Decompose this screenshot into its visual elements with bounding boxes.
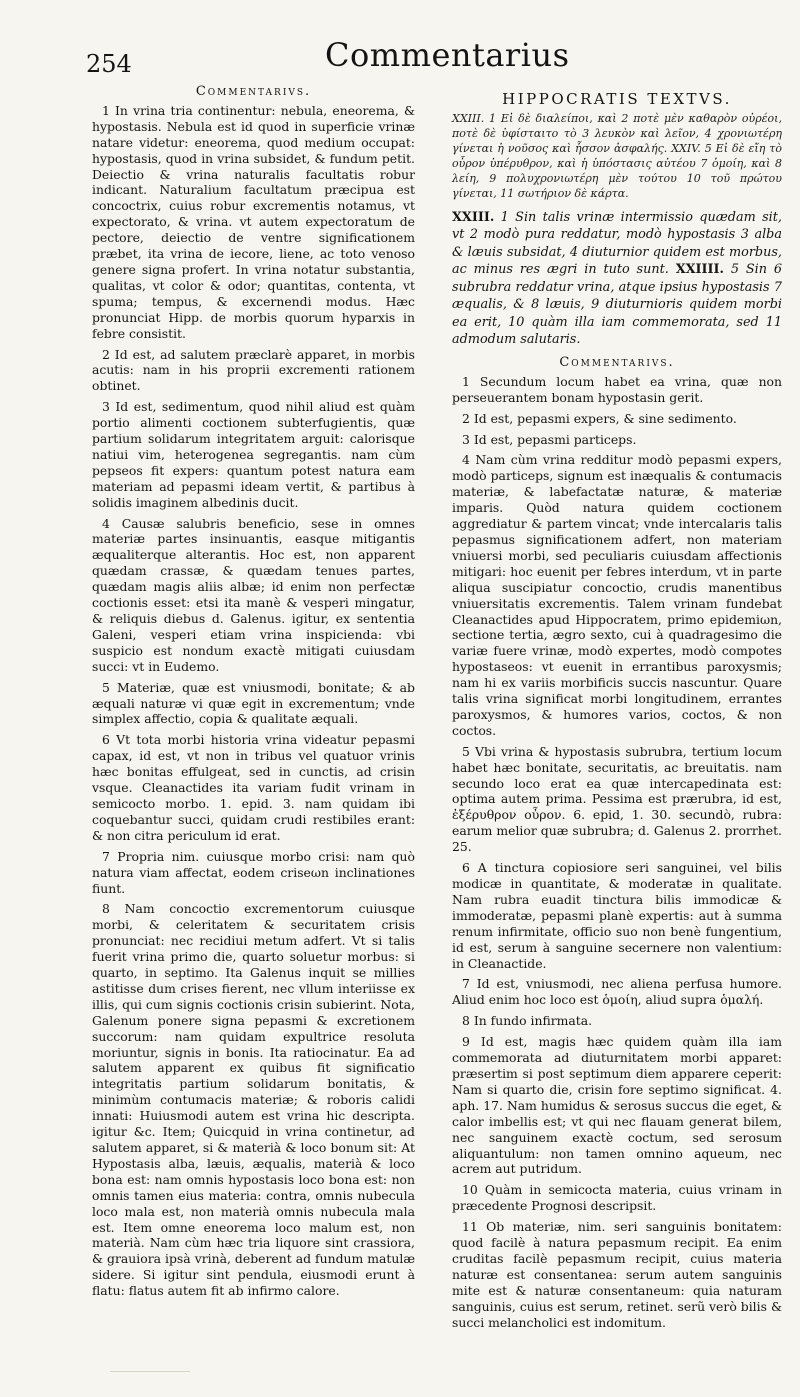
right-column: [452, 92, 782, 1335]
commentary-paragraph: 1 In vrina tria continentur: nebula, eneorema, & hypostasis. Nebula est id quod in superficie vrinæ natare videtur: eneorema, quod medium occupat: hypostasis, quod in vrina subsidet, & fundum petit. Deiectio & vrina naturalis facultatis robur indicant. Naturalium facultatum præcipua est concoctrix, cuius robur excrementis notamus, vt expectorato, & vrina. vt autem expectoratum de pectore, deiectio de ventre significationem præbet, ita vrina de iecore, liene, ac toto venoso genere signa profert. In vrina notatur substantia, qualitas, vt color & odor; quantitas, contenta, vt spuma; tempus, & excernendi modus. Hæc pronunciat Hipp. de morbis quorum hyparxis in febre consistit.: [92, 102, 415, 341]
greek-text: XXIII. 1 Εἰ δὲ διαλείποι, καὶ 2 ποτὲ μὲν καθαρὸν οὐρέοι, ποτὲ δὲ ὑφίσταιτο τὸ 3 λευκὸν καὶ λεῖον, 4 χρονιωτέρη γίνεται ἡ νοῦσος καὶ ἧσσον ἀσφαλής. XXIV. 5 Εἰ δὲ εἴη τὸ οὖρον ὑπέρυθρον, καὶ ἡ ὑπόστασις αὐτέου 7 ὁμοίη, καὶ 8 λείη, 9 πολυχρονιωτέρη μὲν τούτου 10 τοῦ πρώτου γίνεται, 11 σωτήριον δὲ κάρτα.: [452, 111, 782, 200]
commentary-paragraph: 6 A tinctura copiosiore seri sanguinei, vel bilis modicæ in quantitate, & moderatæ in qualitate. Nam rubra euadit tinctura bilis immodicæ & immoderatæ, pepasmi planè expertis: aut à summa renum infirmitate, officio suo non benè fungentium, id est, serum à sanguine secernere non valentium: in Cleanactide.: [452, 860, 782, 971]
commentary-paragraph: 9 Id est, magis hæc quidem quàm illa iam commemorata ad diuturnitatem morbi apparet: præsertim si post septimum diem apparere ceperit: Nam si quarto die, crisin fore septimo significat. 4. aph. 17. Nam humidus & serosus succus die eget, & calor imbellis est; vt qui nec flauam generat bilem, nec sanguinem exactè coctum, sed serosum aliquantulum: non tamen omnino aqueum, nec acrem aut putridum.: [452, 1034, 782, 1177]
page-number: 254: [86, 50, 132, 78]
verse-number: XXIII.: [452, 209, 495, 225]
commentary-paragraph: 5 Vbi vrina & hypostasis subrubra, tertium locum habet hæc bonitate, securitatis, ac breuitatis. nam secundo loco erat ea quæ intercapedinata est: optima autem prima. Pessima est prærubra, id est, ἐξέρυθρον οὖρον. 6. epid, 1. 30. secundò, rubra: earum melior quæ subrubra; d. Galenus 2. prorrhet. 25.: [452, 743, 782, 855]
commentary-paragraph: 3 Id est, sedimentum, quod nihil aliud est quàm portio alimenti coctionem subterfugientis, quæ partium solidarum integritatem arguit: calorisque natiui vim, heterogenea segregantis. nam cùm pepseos fit expers: quantum potest natura eam materiam ad pepasmi ideam vertit, & partibus à solidis imaginem albedinis ducit.: [92, 399, 415, 510]
commentary-paragraph: 11 Ob materiæ, nim. seri sanguinis bonitatem: quod facilè à natura pepasmum recipit. Ea enim cruditas facilè pepasmum recipit, cuius materia naturæ est consentanea: serum autem sanguinis mite est & naturæ consentaneum: quia naturam sanguinis, cuius est serum, retinet. serũ verò bilis & succi melancholici est indomitum.: [452, 1219, 782, 1330]
commentary-paragraph: 2 Id est, pepasmi expers, & sine sedimento.: [462, 410, 737, 426]
commentary-paragraph: 3 Id est, pepasmi particeps.: [462, 431, 637, 447]
commentary-heading: Commentarivs.: [559, 354, 675, 370]
left-column: [92, 84, 415, 1304]
commentary-paragraph: 1 Secundum locum habet ea vrina, quæ non perseuerantem bonam hypostasin gerit.: [452, 373, 782, 405]
commentary-paragraph: 5 Materiæ, quæ est vniusmodi, bonitate; & ab æquali naturæ vi quæ egit in excrementum; vnde simplex affectio, copia & qualitate æquali.: [92, 679, 415, 727]
hippocratis-textus-heading: HIPPOCRATIS TEXTVS.: [502, 90, 732, 108]
commentary-paragraph: 2 Id est, ad salutem præclarè apparet, in morbis acutis: nam in his proprii excrementi rationem obtinet.: [92, 346, 415, 394]
commentary-paragraph: 4 Nam cùm vrina redditur modò pepasmi expers, modò particeps, signum est inæqualis & contumacis materiæ, & labefactatæ naturæ, & materiæ imparis. Quòd natura quidem coctionem aggrediatur & partem vincat; vnde intercalaris talis pepasmus significationem adfert, non materiam vniuersi morbi, sed peculiaris cuiusdam affectionis mitigari: hoc euenit per febres interdum, vt in parte aliqua suscipiatur concoctio, crudis manentibus vniuersitatis excrementis. Talem vrinam fundebat Cleanactides apud Hippocratem, primo epidemiωn, sectione tertia, ægro sexto, cui à quadragesimo die variæ fuere vrinæ, modò expertes, modò compotes hypostaseos: vt euenit in errantibus paroxysmis; nam hi ex variis morbificis succis nascuntur. Quare talis vrina significat morbi longitudinem, errantes paroxysmos, & humores varios, coctos, & non coctos.: [452, 452, 782, 738]
commentary-paragraph: 7 Id est, vniusmodi, nec aliena perfusa humore. Aliud enim hoc loco est ὁμοίη, aliud supra ὁμαλή.: [452, 976, 782, 1008]
commentary-paragraph: 6 Vt tota morbi historia vrina videatur pepasmi capax, id est, vt non in tribus vel quatuor vrinis hæc bonitas effulgeat, sed in cunctis, ad crisin vsque. Cleanactides ita variam fudit vrinam in semicocto morbo. 1. epid. 3. nam quidam ibi coquebantur succi, quidam crudi restibiles erant: & non citra periculum id erat.: [92, 732, 415, 843]
verse-number: XXIIII.: [675, 262, 724, 278]
commentary-paragraph: 4 Causæ salubris beneficio, sese in omnes materiæ partes insinuantis, easque mitigantis æqualiterque alterantis. Hoc est, non apparent quædam crassæ, & quædam tenues partes, quædam magis aliis albæ; id enim non perfectæ coctionis esset: etsi ita manè & vesperi mingatur, & reliquis diebus d. Galenus. igitur, ex sententia Galeni, vesperi etiam vrina inspicienda: vbi suspicio est nondum exactè mitigati cuiusdam succi: vt in Eudemo.: [92, 515, 415, 674]
verse-text: 5 Sin 6 subrubra reddatur vrina, atque ipsius hypostasis 7 æqualis, & 8 læuis, 9 diuturnioris quidem morbi ea erit, 10 quàm illa iam commemorata, sed 11 admodum salutaris.: [452, 262, 782, 348]
commentary-heading: Commentarivs.: [195, 84, 312, 99]
verse-text: 1 Sin talis vrinæ intermissio quædam sit, vt 2 modò pura reddatur, modò hypostasis 3 alba & læuis subsidat, 4 diuturnior quidem est morbus, ac minus res ægri in tuto sunt.: [452, 209, 782, 278]
commentary-paragraph: 8 In fundo infirmata.: [462, 1013, 593, 1029]
bleed-through-mark: [110, 1371, 190, 1372]
commentary-paragraph: 10 Quàm in semicocta materia, cuius vrinam in præcedente Prognosi descripsit.: [452, 1182, 782, 1214]
commentary-paragraph: 7 Propria nim. cuiusque morbo crisi: nam quò natura viam affectat, eodem criseωn inclinationes fiunt.: [92, 848, 415, 896]
latin-verse: [452, 209, 782, 349]
commentary-paragraph: 8 Nam concoctio excrementorum cuiusque morbi, & celeritatem & securitatem crisis pronunciat: nec recidiui metum adfert. Vt si talis fuerit vrina primo die, quarto soluetur morbus: si quarto, in septimo. Ita Galenus inquit se millies astitisse dum crises fierent, nec vllum interiisse ex illis, qui cum signis coctionis crisin subierint. Nota, Galenum ponere signa pepasmi & excretionem succorum: nam quidam expultrice resoluta moriuntur, signis in bonis. Ita ratiocinatur. Ea ad salutem apparent ex quibus fit significatio integritatis partium solidarum bonitatis, & minimùm contumacis materiæ; & roboris calidi innati: Huiusmodi autem est vrina hic descripta. igitur &c. Item; Quicquid in vrina continetur, ad salutem apparet, si & materià & loco bonum sit: At Hypostasis alba, læuis, æqualis, materià & loco bona est: nam omnis hypostasis loco bona est: non omnis tamen eius materia: contra, omnis nubecula loco mala est, non materià omnis nubecula mala est. Item omne eneorema loco malum est, non materià. Nam cùm hæc tria liquore sint crassiora, & grauiora ipsà vrinà, deberent ad fundum matulæ sidere. Si igitur sint pendula, eiusmodi erunt à flatu: flatus autem fit ab infirmo calore.: [92, 901, 415, 1299]
running-title: Commentarius: [325, 36, 570, 74]
